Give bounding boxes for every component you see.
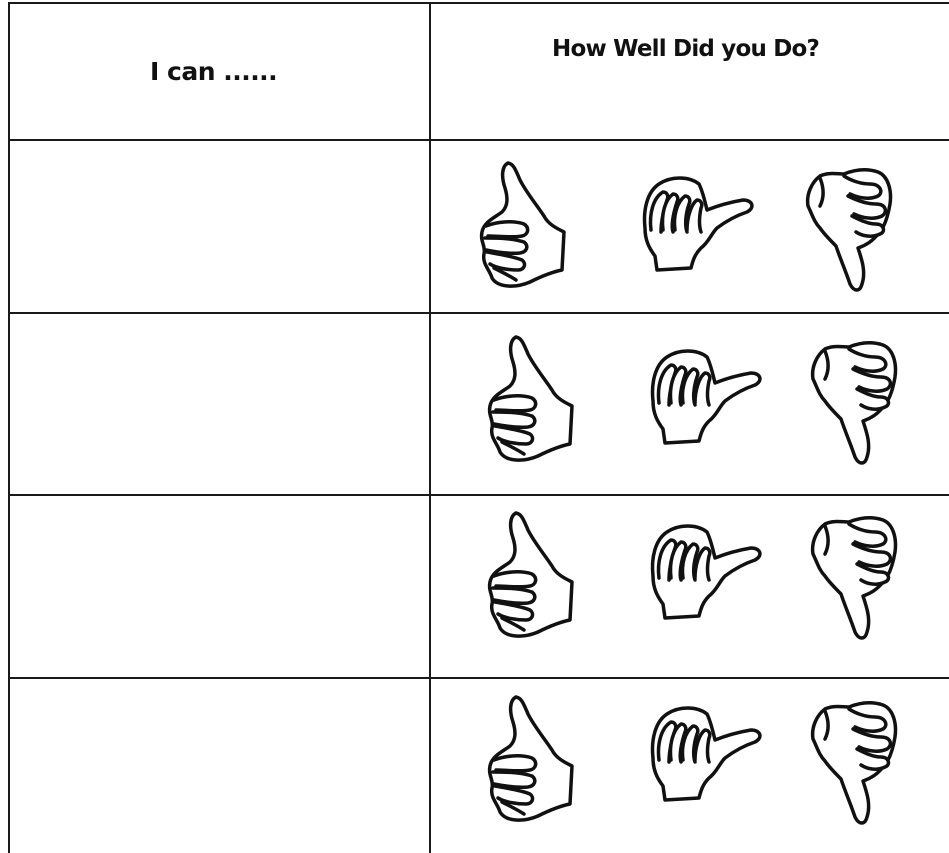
thumbs-down-icon[interactable] (805, 510, 900, 645)
thumbs-up-icon[interactable] (472, 158, 572, 293)
thumbs-down-icon[interactable] (805, 695, 900, 830)
thumbs-up-icon[interactable] (480, 332, 580, 467)
thumbs-down-icon[interactable] (800, 162, 895, 297)
column-divider (429, 2, 431, 853)
table-border-top (8, 2, 949, 4)
row-divider (8, 677, 949, 679)
thumbs-sideways-icon[interactable] (637, 170, 757, 278)
row-divider (8, 494, 949, 496)
thumbs-sideways-icon[interactable] (645, 343, 765, 451)
row-divider (8, 139, 949, 141)
row-divider (8, 312, 949, 314)
table-border-left (8, 2, 10, 853)
header-how-well: How Well Did you Do? (552, 36, 820, 62)
thumbs-up-icon[interactable] (480, 692, 580, 827)
thumbs-sideways-icon[interactable] (645, 700, 765, 808)
thumbs-down-icon[interactable] (805, 335, 900, 470)
thumbs-up-icon[interactable] (480, 508, 580, 643)
thumbs-sideways-icon[interactable] (645, 518, 765, 626)
header-i-can: I can ...... (150, 57, 278, 86)
